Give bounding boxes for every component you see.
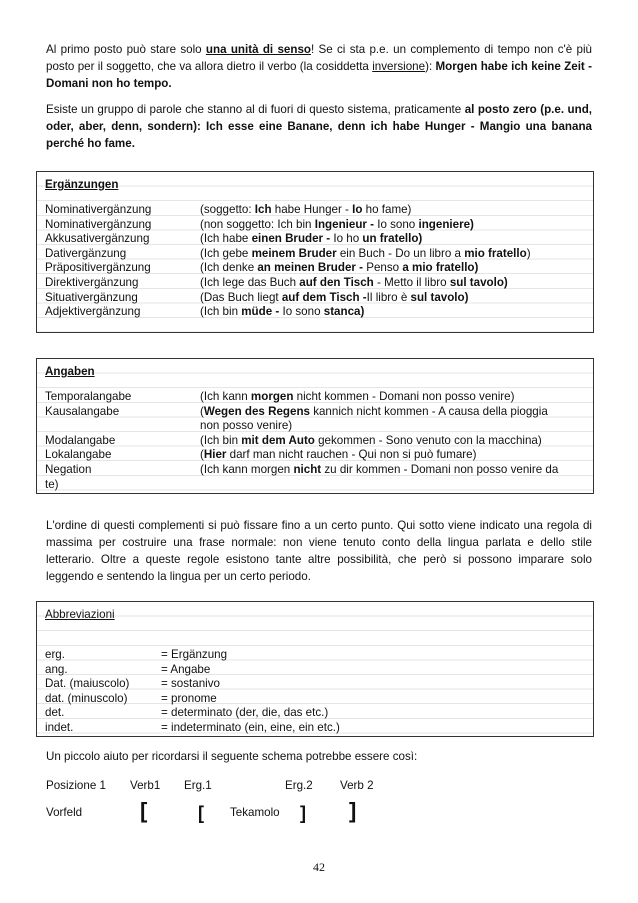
erganzung-name: Präpositivergänzung <box>45 261 151 275</box>
erganzung-example <box>200 291 579 306</box>
highlight: ingeniere) <box>418 217 474 231</box>
highlight: mio fratello <box>464 246 527 260</box>
text-span: (Ich gebe <box>200 246 252 260</box>
schema-open-bracket-outer: [ <box>140 798 148 823</box>
text-span: Penso <box>363 261 403 275</box>
schema-verb2: Verb 2 <box>340 779 374 792</box>
abbreviation-meaning: = Ergänzung <box>161 648 228 661</box>
text-span: zu dir kommen - Domani non posso venire da <box>321 463 559 476</box>
schema-close-bracket-inner: ] <box>300 803 306 823</box>
abbreviation-term: erg. <box>45 648 65 661</box>
schema-erg2: Erg.2 <box>285 779 313 792</box>
text-span: (Ich kann <box>200 390 251 403</box>
text-span: Io sono <box>279 305 324 319</box>
abbreviation-meaning: = sostanivo <box>161 677 220 691</box>
text-span: Io sono <box>374 217 419 231</box>
text-span: Esiste un gruppo di parole che stanno al di fuori di questo sistema, praticamente <box>46 103 465 116</box>
text-span: ) <box>526 246 531 260</box>
erganzung-name: Direktivergänzung <box>45 276 139 289</box>
schema-close-bracket-outer: ] <box>349 798 357 823</box>
erganzungen-box <box>36 171 594 333</box>
abbreviation-term: indet. <box>45 721 74 734</box>
erganzung-example <box>200 218 579 233</box>
erganzung-example <box>200 203 579 218</box>
angabe-name: Negation <box>45 463 92 476</box>
erganzung-example <box>200 305 579 320</box>
schema-vorfeld: Vorfeld <box>46 806 83 819</box>
abbreviation-term: det. <box>45 706 65 720</box>
position-zero-paragraph <box>46 101 592 152</box>
text-span: Al primo posto può stare solo <box>46 43 206 56</box>
highlight: a mio fratello) <box>402 261 479 275</box>
text-span: ( <box>200 404 204 418</box>
erganzung-name: Akkusativergänzung <box>45 232 150 246</box>
abbreviation-meaning: = determinato (der, die, das etc.) <box>161 706 329 720</box>
text-span: (soggetto: <box>200 203 255 216</box>
highlight: an meinen Bruder - <box>257 261 364 275</box>
highlight: stanca) <box>323 305 365 319</box>
schema-verb1: Verb1 <box>130 779 161 792</box>
schema-open-bracket-inner: [ <box>198 803 204 823</box>
emphasis-unita: una unità di senso <box>205 43 311 56</box>
text-span: (Ich denke <box>200 261 258 275</box>
erganzung-name: Dativergänzung <box>45 246 127 260</box>
text-span: - Metto il libro <box>373 276 450 289</box>
angabe-example <box>200 390 579 405</box>
text-span: (Ich lege das Buch <box>200 276 300 289</box>
abbreviazioni-title: Abbreviazioni <box>45 608 115 621</box>
highlight: sul tavolo) <box>449 276 508 289</box>
text-span: kannich nicht kommen - A causa della pioggia <box>309 404 548 418</box>
erganzung-name: Nominativergänzung <box>45 217 152 231</box>
text-span: (Das Buch liegt <box>200 290 282 304</box>
highlight: einen Bruder - <box>251 232 331 246</box>
text-span: ): <box>425 60 436 73</box>
erganzung-example <box>200 232 579 247</box>
angabe-example <box>200 434 579 449</box>
text-span: darf man nicht rauchen - Qui non si può fumare) <box>226 448 477 462</box>
erganzung-name: Nominativergänzung <box>45 203 152 216</box>
highlight: un fratello) <box>362 232 423 246</box>
text-span: (Ich habe <box>200 232 252 246</box>
angabe-example-continued: non posso venire) <box>200 419 293 433</box>
abbreviation-meaning: = pronome <box>161 691 217 705</box>
angaben-box <box>36 358 594 494</box>
erganzung-example <box>200 276 579 291</box>
schema-tekamolo: Tekamolo <box>230 806 280 819</box>
angabe-name: Kausalangabe <box>45 404 120 418</box>
text-span: ! Se ci sta p.e. un complemento di tempo non c'è più posto per il soggetto, che va allora dietro il verbo (la cosiddetta <box>46 43 593 73</box>
erganzungen-title: Ergänzungen <box>45 178 119 191</box>
angabe-example <box>200 405 579 420</box>
intro-paragraph <box>46 41 592 92</box>
text-span: Il libro è <box>366 290 411 304</box>
erganzung-name: Adjektivergänzung <box>45 305 141 319</box>
abbreviation-term: ang. <box>45 662 68 676</box>
inversione-term: inversione <box>372 60 426 73</box>
abbreviazioni-box <box>36 601 594 737</box>
highlight: Io <box>352 203 363 216</box>
schema-position1: Posizione 1 <box>46 779 106 792</box>
text-span: nicht kommen - Domani non posso venire) <box>293 390 515 403</box>
text-span: (Ich bin <box>200 305 242 319</box>
angabe-name: Temporalangabe <box>45 390 132 403</box>
order-paragraph: L'ordine di questi complementi si può fissare fino a un certo punto. Qui sotto viene indicato una regola di massima per costruire una frase normale: non viene tenuto conto della lingua parlata e dello stile letterario. Oltre a queste regole esistono tante altre possibilità, che però si possono imparare solo leggendo e sentendo la lingua per un certo periodo. <box>46 519 592 583</box>
example-sentence: Morgen habe ich keine Zeit - Domani non ho tempo. <box>46 60 592 90</box>
schema-intro: Un piccolo aiuto per ricordarsi il seguente schema potrebbe essere così: <box>46 750 418 763</box>
text-span: (non soggetto: Ich bin <box>200 217 315 231</box>
text-span: (Ich kann morgen <box>200 463 294 476</box>
text-span: habe Hunger - <box>271 203 353 216</box>
erganzung-name: Situativergänzung <box>45 290 138 304</box>
angabe-name: Lokalangabe <box>45 448 112 462</box>
abbreviation-term: Dat. (maiuscolo) <box>45 677 130 691</box>
angabe-example <box>200 463 579 478</box>
angaben-title: Angaben <box>45 365 95 378</box>
abbreviation-meaning: = indeterminato (ein, eine, ein etc.) <box>161 721 340 734</box>
example-sentence: al posto zero (p.e. und, oder, aber, denn, sondern): Ich esse eine Banane, denn ich habe Hunger - Mangio una banana perché ho fame. <box>46 103 592 150</box>
angabe-example <box>200 448 579 463</box>
text-span: Io ho <box>330 232 363 246</box>
angabe-example-continued: te) <box>45 477 59 491</box>
abbreviation-term: dat. (minuscolo) <box>45 691 128 705</box>
text-span: ho fame) <box>362 203 412 216</box>
highlight: Ich <box>254 203 272 216</box>
erganzung-example <box>200 261 579 276</box>
highlight: morgen <box>250 390 294 403</box>
page-number: 42 <box>313 860 325 874</box>
schema-erg1: Erg.1 <box>184 779 212 792</box>
text-span: gekommen - Sono venuto con la macchina) <box>314 433 542 447</box>
abbreviation-meaning: = Angabe <box>161 662 211 676</box>
highlight: meinem Bruder <box>251 246 337 260</box>
highlight: müde - <box>241 305 280 319</box>
text-span: (Ich bin <box>200 433 242 447</box>
text-span: ein Buch - Do un libro a <box>336 246 465 260</box>
highlight: sul tavolo) <box>410 290 469 304</box>
highlight: mit dem Auto <box>241 433 315 447</box>
highlight: Hier <box>203 448 227 462</box>
highlight: nicht <box>293 463 322 476</box>
erganzung-example <box>200 247 579 262</box>
highlight: auf den Tisch <box>299 276 374 289</box>
highlight: auf dem Tisch - <box>281 290 367 304</box>
highlight: Ingenieur - <box>314 217 374 231</box>
text-span: ( <box>200 448 204 462</box>
angabe-name: Modalangabe <box>45 433 116 447</box>
highlight: Wegen des Regens <box>203 404 310 418</box>
